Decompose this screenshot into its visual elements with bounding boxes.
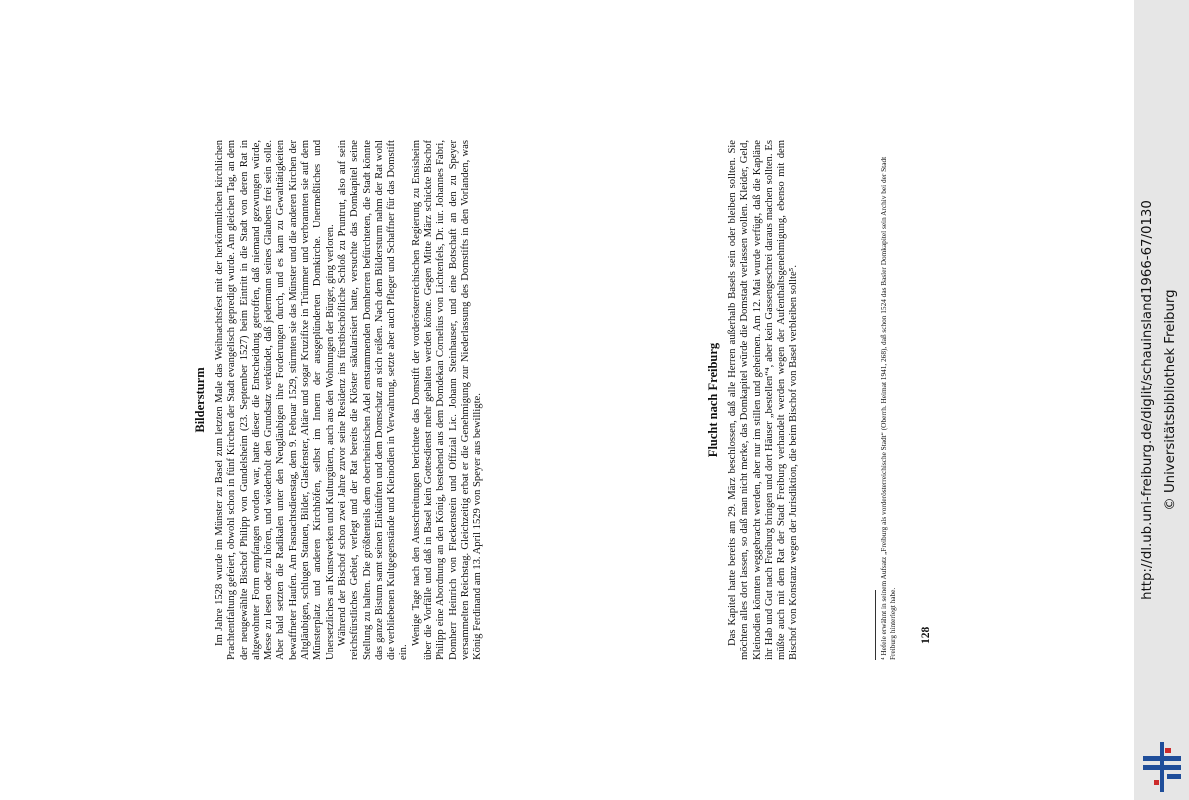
- footnote-rule: [875, 590, 876, 660]
- copyright-notice: © Universitätsbibliothek Freiburg: [1163, 289, 1178, 511]
- footnote: ⁴ Hefele erwähnt in seinem Aufsatz „Freiburg als vorderösterreichische Stadt“ (Oberrh. Heimat 1941, 268), daß schon 1524 das Basler Domkapitel sein Archiv bei der Stadt Freiburg hinterlegt habe.: [879, 156, 897, 660]
- section-heading-bildersturm: Bildersturm: [193, 367, 207, 433]
- paragraph: Während der Bischof schon zwei Jahre zuvor seine Residenz ins fürstbischöfliche Schloß zu Pruntrut, also auf sein reichsfürstliches Gebiet, verlegt und der Rat bereits die Klöster säkularisiert hatte, versuchte das Domkapitel seine Stellung zu halten. Die größtenteils dem oberrheinischen Adel entstammenden Domherren befürchteten, die Stadt könnte das ganze Bistum samt seinen Einkünften und dem Domschatz an sich reißen. Nach dem Bildersturm nahm der Rat wohl die verbliebenen Kultgegenstände und Kleinodien in Verwahrung, setzte aber auch Pfleger und Schaffner für das Domstift ein.: [336, 140, 410, 660]
- sidebar-text: [1138, 0, 1188, 800]
- paragraph: Das Kapitel hatte bereits am 29. März beschlossen, daß alle Herren außerhalb Basels sein oder bleiben sollten. Sie möchten alles dort lassen, so daß man nicht merke, das Domkapitel würde die Domstadt verlassen wollen. Kleider, Geld, Kleinodien könnten weggebracht werden, aber nur im stillen und geheimen. Am 12. Mai wurde verfügt, daß die Kapläne ihr Hab und Gut nach Freiburg bringen und dort Häuser „bestellen“⁴, aber kein Gassengeschrei daraus machen sollten. Es müßte auch mit dem Rat der Stadt Freiburg verhandelt werden wegen der Aufenthaltsgenehmigung, ebenso mit dem Bischof von Konstanz wegen der Jurisdiktion, die beim Bischof von Basel verbleiben sollte⁵.: [727, 140, 800, 660]
- library-logo-icon: [1141, 742, 1183, 792]
- paragraph: Wenige Tage nach den Ausschreitungen berichtete das Domstift der vorderösterreichischen Regierung zu Ensisheim über die Vorfälle und daß in Basel kein Gottesdienst mehr gehalten werden könne. Gegen Mitte März schickte Bischof Philipp eine Abordnung an den König, bestehend aus dem Domdekan Cornelius von Lichtenfels, Dr. iur. Johannes Fabri, Domherr Heinrich von Fleckenstein und Offizial Lic. Johann Steinhauser, und eine Botschaft an den zu Speyer versammelten Reichstag. Gleichzeitig erbat er die Genehmigung zur Niederlassung des Domstifts in den Vorlanden, was König Ferdinand am 13. April 1529 von Speyer aus bewilligte.: [410, 140, 484, 660]
- source-url-link[interactable]: http://dl.ub.uni-freiburg.de/diglit/schauinsland1966-67/0130: [1140, 200, 1155, 600]
- section-heading-flucht: Flucht nach Freiburg: [706, 342, 720, 458]
- text-block-bildersturm: [214, 140, 485, 660]
- text-block-flucht: [727, 140, 801, 660]
- page-number: 128: [920, 626, 932, 644]
- paragraph: Im Jahre 1528 wurde im Münster zu Basel zum letzten Male das Weihnachtsfest mit der herkömmlichen kirchlichen Prachtentfaltung gefeiert, obwohl schon in fünf Kirchen der Stadt evangelisch gepredigt wurde. Am gleichen Tag, an dem der neugewählte Bischof Philipp von Gundelsheim (23. September 1527) beim Eintritt in die Stadt von deren Rat in altgewohnter Form empfangen worden war, hatte dieser die Entscheidung getroffen, daß niemand gezwungen würde, Messe zu lesen oder zu hören, und wiederholt den Grundsatz verkündet, daß jedermann seines Glaubens frei sein solle. Aber bald setzten die Radikalen unter den Neugläubigen ihre Forderungen durch, und es kam zu Gewalttätigkeiten bewaffneter Haufen. Am Fasnachtsdienstag, dem 9. Februar 1529, stürmten sie das Münster und die anderen Kirchen der Altgläubigen, schlugen Statuen, Bilder, Glasfenster, Altäre und sogar Kruzifixe in Trümmer und verbrannten sie auf dem Münsterplatz und anderen Kirchhöfen, selbst im Innern der ausgeplünderten Domkirche. Unermeßliches und Unersetzliches an Kunstwerken und Kulturgütern, auch aus den Wohnungen der Bürger, ging verloren.: [214, 140, 336, 660]
